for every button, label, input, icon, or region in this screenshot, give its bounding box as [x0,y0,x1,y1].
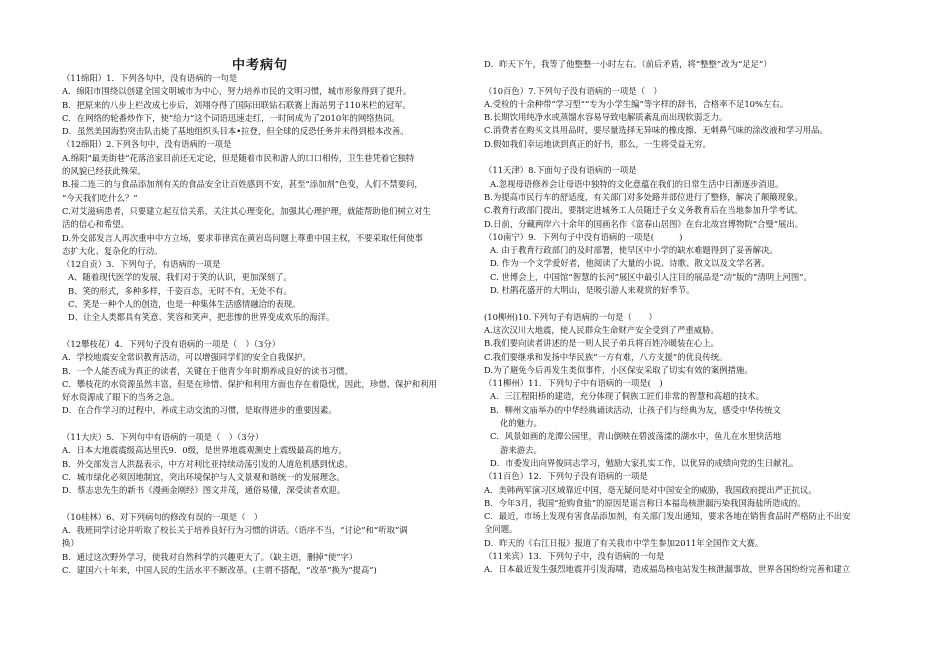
left-column [62,72,464,577]
question-header: （11天津）8.下面句子没有语病的一项是 [484,165,637,176]
option-line: 态扩大化、复杂化的行动。 [62,245,163,256]
option-line: D．蔡志忠先生的新书《漫画金刚经》图文并茂，通俗易懂，深受读者欢迎。 [62,485,346,496]
option-line: C.教育行政部门提出，要制定进城务工人员随迁子女义务教育后在当地参加升学考试。 [484,205,803,216]
question-header: （10百色）7.下列句子没有语病的一项是（ ） [484,85,662,96]
option-line: 的风貌已经获此殊荣。 [62,166,146,177]
option-line: 游来游去。 [500,444,542,455]
question-header: （11百色）12．下列句子没有语病的一项是 [484,471,648,482]
spacer [62,498,464,511]
option-line: B．把原来的八步上栏改成七步后，刘翔夺得了国际田联钻石联赛上海站男子110米栏的冠军。 [62,99,411,110]
option-line: 化的魅力。 [500,418,542,429]
option-line: B.为提高市民行车的舒适度，有关部门对多处路井部位进行了整修，解决了颠簸现象。 [484,191,803,202]
question-header: （12自贡）3．下列句子，有语病的一项是 [62,259,221,270]
option-line: A.这次汉川大地震，使人民群众生命财产安全受到了严重威胁。 [484,324,719,335]
option-line: B、笑的形式，多种多样，千姿百态，无时不有，无处不有。 [68,285,292,296]
option-line: D．市委发出向界俊同志学习，勉励大家扎实工作，以优异的成绩向党的生日献礼。 [490,457,799,468]
option-line: D.外交部发言人再次重申中方立场，要求菲律宾在黄岩岛问题上尊重中国主权，不要采取任何使事 [62,232,423,243]
question-header: （11大庆）5．下列句中有语病的一项是（ ）（3分） [62,432,264,443]
option-line: A．美韩两军演习区域靠近中国，毫无疑问是对中国安全的威胁，我国政府提出严正抗议。 [484,484,817,495]
question-header: （12绵阳）2.下列各句中，没有语病的一项是 [62,139,232,150]
option-line: A．学校地震安全常识教育活动，可以增强同学们的安全自我保护。 [62,352,311,363]
option-line: D. 作为一个文学爱好者，他阅读了大量的小说、诗歌、散文以及文学名著。 [490,258,770,269]
option-line: C. 世博会上，中国馆“智慧的长河”展区中最引人注目的展品是“动”版的“清明上河图”。 [490,271,812,282]
option-line: B.长期饮用纯净水或蒸馏水容易导致电解质紊乱而出现软弱乏力。 [484,112,728,123]
option-line: D.假如我们幸运地读到真正的好书，那么，一生将受益无穷。 [484,138,711,149]
question-header: （10桂林）6、对下列病句的修改有误的一项是（ ） [62,511,263,522]
option-line: A、随着现代医学的发展，我们对于笑的认识，更加深刻了。 [68,272,292,283]
spacer [484,297,906,310]
option-line: D．虽然美国海豹突击队击毙了基地组织头目本•拉登，但全球的反恐任务并未得到根本改善。 [62,126,409,137]
spacer [62,325,464,338]
question-header: （11柳州）11．下列句子中有语病的一项是( ) [484,378,663,389]
option-line: A．绵阳市围绕以创建全国文明城市为中心，努力培养市民的文明习惯，城市形象得到了提升。 [62,86,412,97]
option-line: A.忽视母语修养会让母语中独特的文化意蕴在我们的日常生活中日渐逐步消退。 [490,178,784,189]
option-line: B．外交部发言人洪磊表示，中方对利比亚持续动荡引发的人道危机感到忧虑。 [62,458,353,469]
option-line: D.为了避免今后再发生类似事件，小区保安采取了切实有效的案例措施。 [484,364,753,375]
option-line: “今天我们吃什么？” [62,192,138,203]
option-line: A.受检的十余种带“学习型”“专为小学生编”等字样的辞书，合格率不足10%左右。 [484,98,789,109]
option-line: B．一个人能否成为真正的读者，关键在于他青少年时期养成良好的读书习惯。 [62,365,353,376]
option-line: C．攀枝花的水资源虽然丰富，但是在珍惜、保护和利用方面也存在着隐忧，因此，珍惜、保护和利用 [62,378,437,389]
option-line: C．建国六十年来，中国人民的生活水平不断改革。(主谓不搭配，“改革”换为“提高”) [62,564,377,575]
spacer [62,418,464,431]
option-line: C.对艾滋病患者，只要建立起互信关系，关注其心理变化，加强其心理护理，就能帮助他们树立对生 [62,205,431,216]
option-line: C．风景如画的龙潭公园里，青山倒映在碧波荡漾的湖水中，鱼儿在水里快活地 [490,431,782,442]
option-line: D、让全人类都具有笑意、笑容和笑声，把悲惨的世界变成欢乐的海洋。 [68,312,335,323]
option-line: C．在网络的轮番炒作下，使“给力”这个词语迅速走红，一时间成为了2010年的网络热词。 [62,112,400,123]
option-line: C．最近，市场上发现有害食品添加剂，有关部门发出通知，要求各地在销售食品时严格防止不出安 [484,511,851,522]
right-column [484,58,906,577]
option-line: 活的信心和希望。 [62,219,129,230]
option-line: D．昨天的《右江日报》报道了有关我市中学生参加2011年全国作文大赛。 [484,537,764,548]
spacer [484,151,906,164]
question-header: （11绵阳）1．下列各句中，没有语病的一句是 [62,73,238,83]
option-line: A．日本最近发生强烈地震并引发海啸，造成福岛核电站发生核泄漏事故，世界各国纷纷完善和建立 [484,564,851,575]
question-header: （11来宾）13．下列句子中，没有语病的一句是 [484,550,665,561]
option-line: D. 杜鹃花盛开的大明山，是吸引游人来观赏的好季节。 [490,285,695,296]
spacer [484,71,906,84]
option-line: 换） [62,538,79,549]
option-line: B．今年3月，我国“抢购食盐”的原因是谣言称日本福岛核泄漏污染我国海盐所造成的。 [484,497,806,508]
question-header: （10南宁）9．下列句子中没有语病的一项是( ) [484,231,683,242]
option-line: 好水资源成了眼下的当务之急。 [62,392,180,403]
option-line: A. 由于教育行政部门的及时部署，使早区中小学的缺水难题得到了妥善解决。 [490,245,778,256]
option-line: A.绵阳“最美街巷”花落涪家目前还无定论，但是随着市民和游人的口口相传，卫生巷凭着它独特 [62,152,415,163]
question-header: （12攀枝花）4．下列句子没有语病的一项是（ ）（3分） [62,338,281,349]
option-line: A．日本大地震震级高达里氏9．0级，是世界地震观测史上震级最高的地方。 [62,445,347,456]
option-line: C.消费者在购买文具用品时，要尽量选择无异味的橡皮擦、无刺鼻气味的涂改液和学习用品。 [484,125,828,136]
option-line: D．在合作学习的过程中，养成主动交流的习惯，是取得进步的重要因素。 [62,405,337,416]
option-line: A．我班同学讨论并听取了校长关于培养良好行为习惯的讲话。（语序不当，“讨论”和“听取”调 [62,525,408,536]
option-line: 全问题。 [484,524,518,535]
question-header: (10柳州)10.下列句子有语病的一句是（ ） [484,311,657,322]
option-line: C.我们要继承和发扬中华民族“一方有难，八方支援”的优良传统。 [484,351,728,362]
option-line: B．柳州文庙举办的中华经典诵读活动，让孩子们与经典为友，感受中华传统文 [490,404,781,415]
option-line: C、笑是一种个人的创造，也是一种集体生活感情融洽的表现。 [68,299,301,310]
option-line: B.接二连三的与食品添加剂有关的食品安全让百姓感到不安，甚至“添加剂”色变，人们不禁要问， [62,179,423,190]
option-line: B．通过这次野外学习，使我对自然科学的兴趣更大了。（缺主语，删掉“使”字） [62,551,358,562]
page-title: 中考病句 [232,58,289,73]
option-line: D.日前，分藏两岸六十余年的国画名作《富春山居图》在台北故宫博物院“合璧”展出。 [484,218,804,229]
option-line: C．城市绿化必须因地制宜，突出环境保护与人文景观和谐统一的发展理念。 [62,471,345,482]
option-line: B.我们要向读者讲述的是一则人民子弟兵将百姓冷暖装在心上。 [484,338,719,349]
option-line: D．昨天下午，我等了他整整一小时左右。（前后矛盾，将“整整”改为“足足”） [484,59,772,69]
option-line: A．三江程阳桥的建造，充分体现了侗族工匠们非常的智慧和高超的技术。 [490,391,765,402]
